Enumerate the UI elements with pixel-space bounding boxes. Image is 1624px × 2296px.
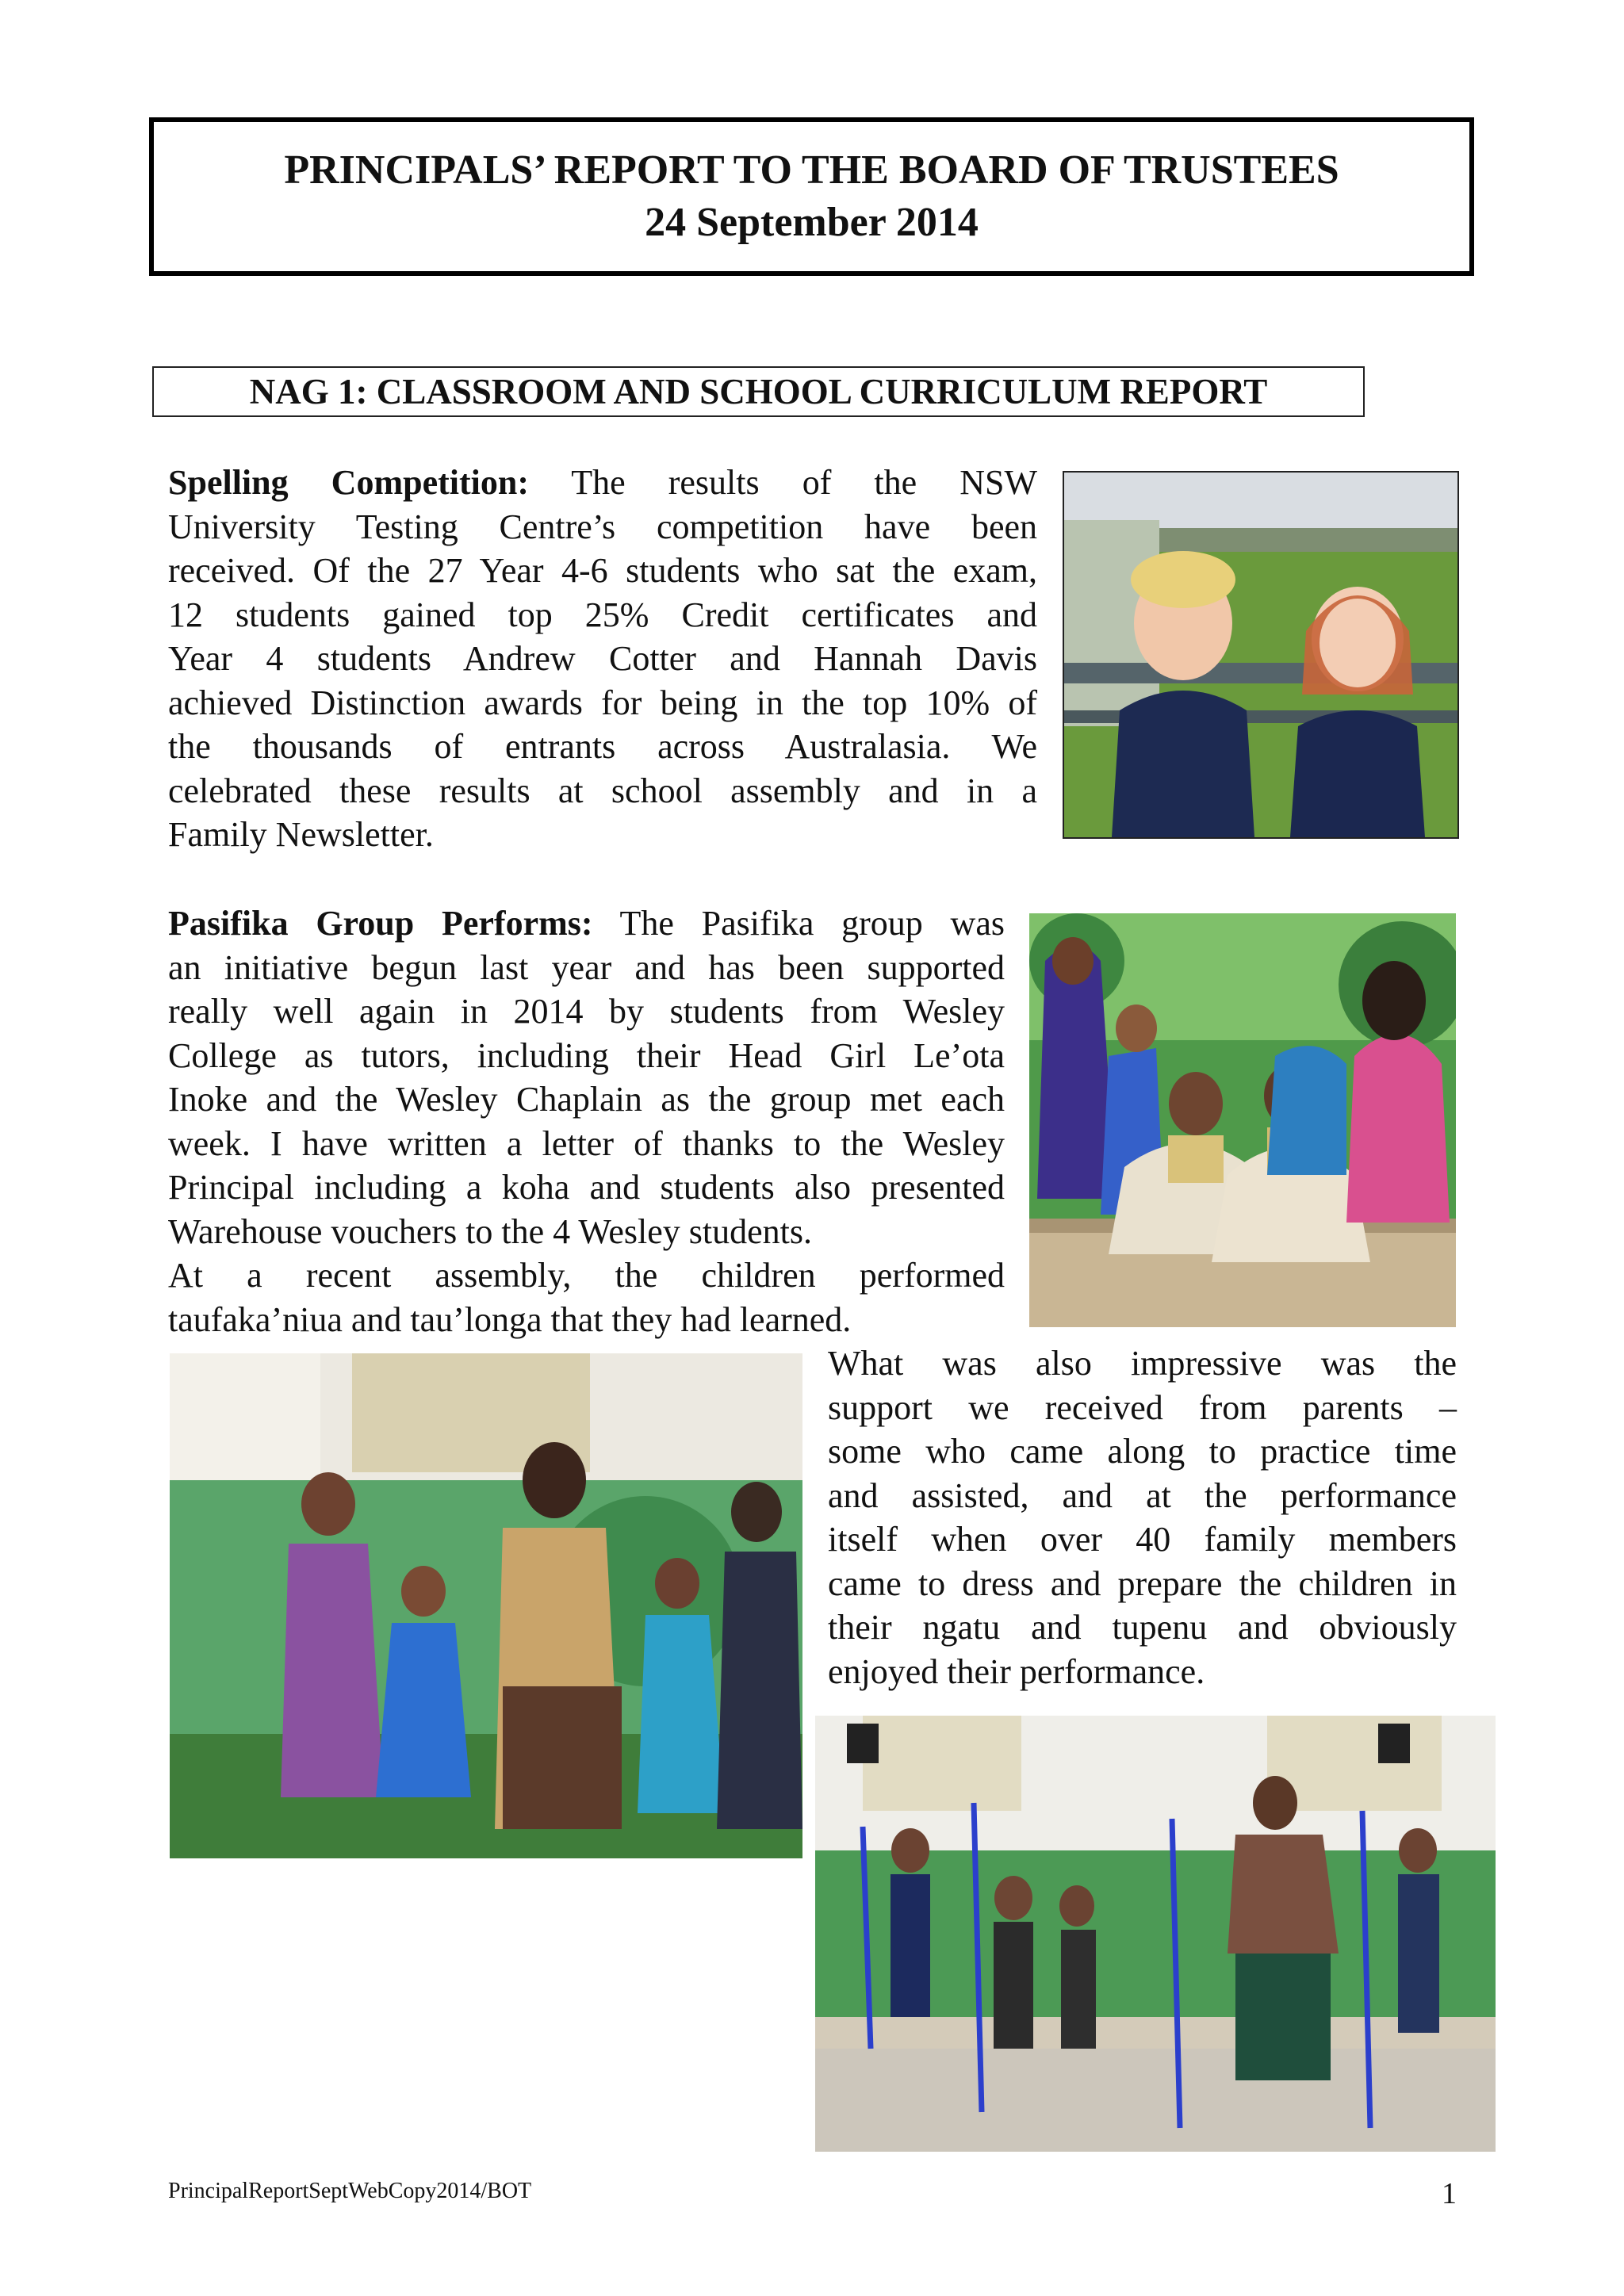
photo-pasifika-boys-performing	[815, 1716, 1496, 2152]
spelling-line-8: celebrated these results at school assembly and in a	[168, 771, 1037, 810]
photo-pasifika-girls-seated	[1029, 913, 1456, 1327]
pasifika-line-9: At a recent assembly, the children performed	[168, 1256, 1005, 1295]
pasifika-line-4: College as tutors, including their Head Girl Le’ota	[168, 1035, 1005, 1075]
support-line-6: came to dress and prepare the children in	[828, 1563, 1457, 1603]
spelling-line-6: achieved Distinction awards for being in the top 10% of	[168, 683, 1037, 722]
support-line-4: and assisted, and at the performance	[828, 1475, 1457, 1515]
photo-pasifika-girls-dancing	[170, 1353, 802, 1858]
pasifika-line-2: an initiative begun last year and has been supported	[168, 947, 1005, 987]
support-line-8: enjoyed their performance.	[828, 1651, 1205, 1691]
pasifika-line-5: Inoke and the Wesley Chaplain as the group met each	[168, 1080, 1005, 1119]
spelling-line-2: University Testing Centre’s competition have been	[168, 507, 1037, 546]
spelling-line-9: Family Newsletter.	[168, 815, 434, 854]
spelling-paragraph	[168, 461, 1037, 857]
spelling-line-4: 12 students gained top 25% Credit certificates and	[168, 595, 1037, 634]
photo-spelling-winners	[1063, 471, 1459, 839]
support-line-2: support we received from parents –	[828, 1387, 1457, 1427]
report-date: 24 September 2014	[645, 200, 979, 245]
pasifika-line-7: Principal including a koha and students also presented	[168, 1168, 1005, 1207]
spelling-line-7: the thousands of entrants across Australasia. We	[168, 727, 1037, 766]
pasifika-paragraph	[168, 901, 1005, 1341]
spelling-line-5: Year 4 students Andrew Cotter and Hannah Davis	[168, 639, 1037, 678]
support-line-5: itself when over 40 family members	[828, 1520, 1457, 1559]
spelling-line-3: received. Of the 27 Year 4-6 students who sat the exam,	[168, 551, 1037, 590]
report-title: PRINCIPALS’ REPORT TO THE BOARD OF TRUSTEES	[284, 147, 1339, 193]
pasifika-line-3: really well again in 2014 by students from Wesley	[168, 992, 1005, 1031]
section-heading: NAG 1: CLASSROOM AND SCHOOL CURRICULUM REPORT	[152, 366, 1365, 417]
footer-doc-ref: PrincipalReportSeptWebCopy2014/BOT	[168, 2179, 532, 2203]
spelling-heading: Spelling Competition:	[168, 463, 529, 502]
report-title-box	[149, 117, 1474, 276]
footer-page-number: 1	[1442, 2177, 1457, 2210]
support-line-7: their ngatu and tupenu and obviously	[828, 1608, 1457, 1647]
pasifika-line-10: taufaka’niua and tau’longa that they had learned.	[168, 1299, 852, 1339]
support-paragraph	[828, 1341, 1457, 1693]
pasifika-line-1: Pasifika Group Performs: The Pasifika group was	[168, 904, 1005, 943]
pasifika-heading: Pasifika Group Performs:	[168, 904, 593, 943]
support-line-3: some who came along to practice time	[828, 1432, 1457, 1471]
spelling-line-1: Spelling Competition: The results of the NSW	[168, 463, 1038, 502]
pasifika-line-8: Warehouse vouchers to the 4 Wesley students.	[168, 1211, 813, 1251]
support-line-1: What was also impressive was the	[828, 1344, 1457, 1383]
pasifika-line-6: week. I have written a letter of thanks to the Wesley	[168, 1123, 1005, 1163]
